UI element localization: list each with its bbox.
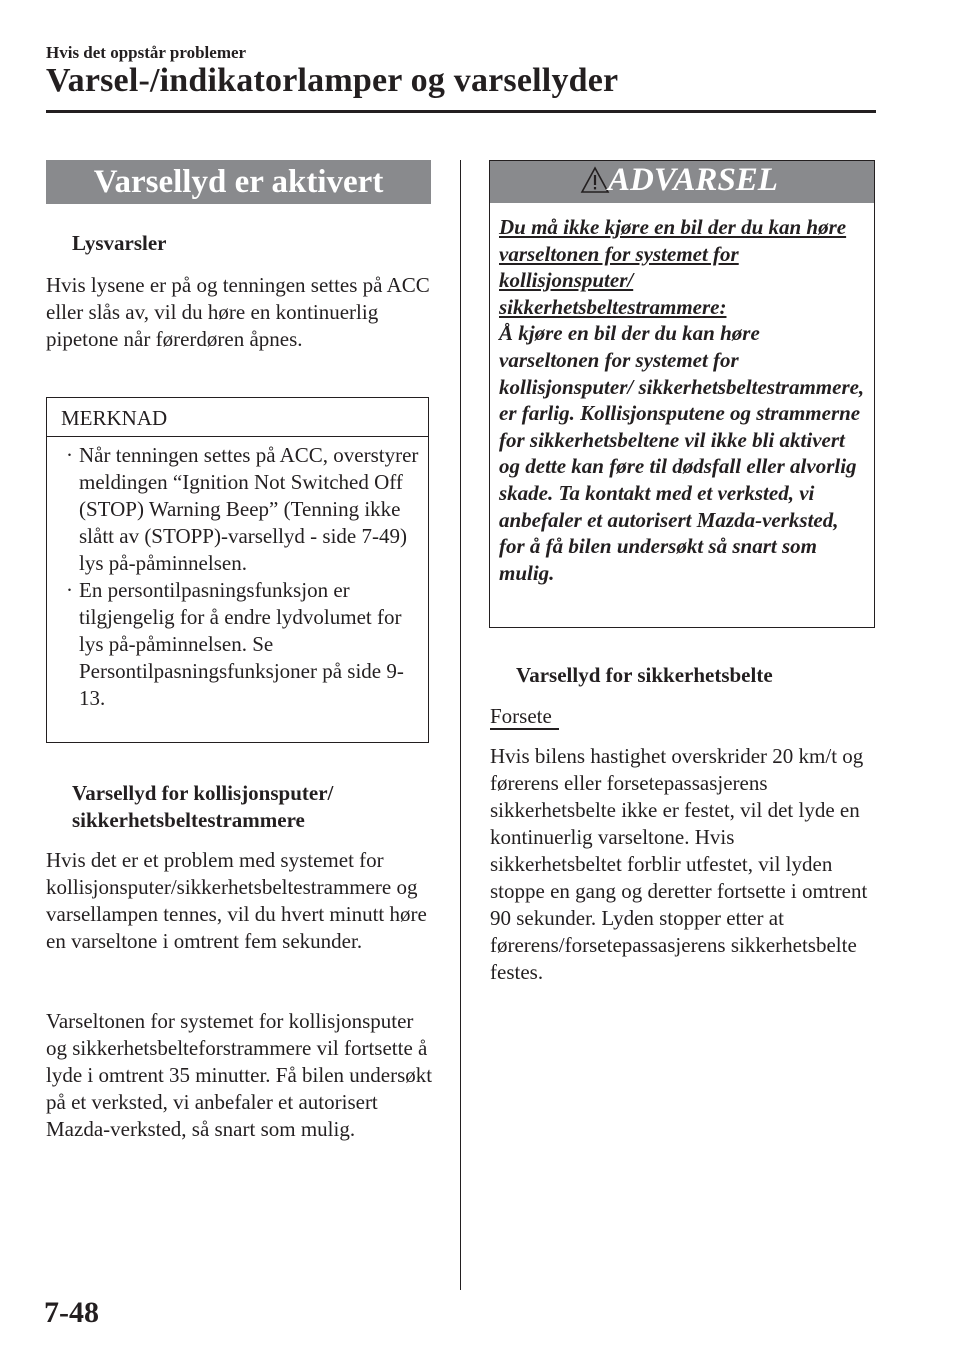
chapter-title: Varsel-/indikatorlamper og varsellyder xyxy=(46,62,619,99)
front-seat-underline xyxy=(490,728,559,730)
warning-box xyxy=(489,160,875,628)
airbag-beep-heading-line2: sikkerhetsbeltestrammere xyxy=(72,808,305,832)
airbag-beep-text: Hvis det er et problem med systemet for kollisjonsputer/sikkerhetsbeltestrammere og varsellampen tennes, vil du hvert minutt høre en varseltone i omtrent fem sekunder. xyxy=(46,848,427,953)
section-title: Varsellyd er aktivert xyxy=(46,160,431,204)
note-box xyxy=(46,397,429,743)
airbag-beep-followup-text: Varseltonen for systemet for kollisjonsputer og sikkerhetsbelteforstrammere vil fortsette å lyde i omtrent 35 minutter. Få bilen undersøkt på et verksted, vi anbefaler et autorisert Mazda-verksted, så snart som mulig. xyxy=(46,1009,433,1141)
front-seat-subheading: Forsete xyxy=(490,704,552,728)
seatbelt-beep-text: Hvis bilens hastighet overskrider 20 km/t og førerens eller forsetepassasjerens sikkerhetsbelte ikke er festet, vil det lyde en kontinuerlig varseltone. Hvis sikkerhetsbeltet forblir utfestet, vil lyden stoppe en gang og deretter fortsette i omtrent 90 sekunder. Lyden stopper etter at førerens/forsetepassasjerens sikkerhetsbelte festes. xyxy=(490,744,868,984)
airbag-beep-heading-line1: Varsellyd for kollisjonsputer/ xyxy=(72,781,334,805)
warning-title: ADVARSEL xyxy=(608,162,778,198)
warning-body-text: Å kjøre en bil der du kan høre varseltonen for systemet for kollisjonsputer/ sikkerhetsbeltestrammere, er farlig. Kollisjonsputene og strammerne for sikkerhetsbeltene vil ikke bli aktivert og dette kan føre til dødsfall eller alvorlig skade. Ta kontakt med et verksted, vi anbefaler et autorisert Mazda-verksted, for å få bilen undersøkt så snart som mulig. xyxy=(499,321,865,585)
column-divider xyxy=(460,160,461,1290)
seatbelt-beep-heading: Varsellyd for sikkerhetsbelte xyxy=(516,663,773,687)
note-list xyxy=(79,442,424,712)
light-reminder-text: Hvis lysene er på og tenningen settes på ACC eller slås av, vil du høre en kontinuerlig pipetone når førerdøren åpnes. xyxy=(46,273,430,351)
warning-text xyxy=(499,214,865,586)
light-reminder-heading: Lysvarsler xyxy=(72,231,167,255)
note-title: MERKNAD xyxy=(61,406,168,430)
breadcrumb: Hvis det oppstår problemer xyxy=(46,43,247,62)
warning-header xyxy=(490,161,874,203)
note-item: · Når tenningen settes på ACC, overstyrer meldingen “Ignition Not Switched Off (STOP) Warning Beep” (Tenning ikke slått av (STOPP)-varsellyd - side 7-49) lys på-påminnelsen. xyxy=(79,442,424,577)
header-divider xyxy=(46,110,876,113)
note-divider xyxy=(47,436,428,437)
note-item: · En persontilpasningsfunksjon er tilgjengelig for å endre lydvolumet for lys på-påminnelsen. Se Persontilpasningsfunksjoner på side 9-13. xyxy=(79,577,424,712)
page-number: 7-48 xyxy=(44,1296,99,1329)
warning-underlined-text: Du må ikke kjøre en bil der du kan høre varseltonen for systemet for kollisjonsputer/ sikkerhetsbeltestrammere: xyxy=(499,215,847,319)
